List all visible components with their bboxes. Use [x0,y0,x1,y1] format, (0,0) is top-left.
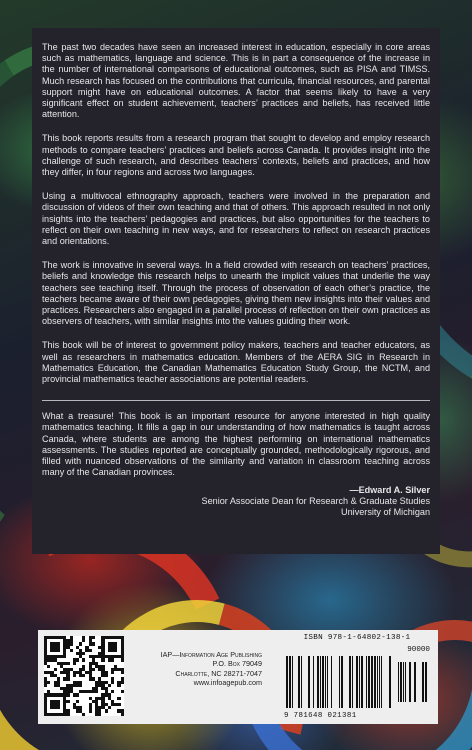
description-paragraph-3: Using a multivocal ethnography approach, teachers were involved in the preparation and discussion of videos of their own teaching and that of others. This approach resulted in not only insights into the teachers’ pedagogies and practices, but also opportunities for the teachers to reflect on their own teaching in new ways, and for researchers to reflect on research practices and orientations. [42,191,430,247]
divider [42,400,430,401]
barcode-bar [301,656,302,708]
barcode-bar [352,656,353,708]
barcode-bar [349,656,351,708]
publisher-panel [38,630,438,724]
barcode-bar [389,656,391,708]
barcode-bar [381,656,382,708]
barcode-bar [331,656,332,708]
barcode-bar [377,656,378,708]
price-barcode-bar [398,662,399,702]
barcode-bar [368,656,370,708]
barcode-bar [361,656,363,708]
barcode-bar [308,656,310,708]
barcode-bar [339,656,340,708]
description-paragraph-1: The past two decades have seen an increased interest in education, especially in core areas such as mathematics, language and science. This is in part a consequence of the increase in the number of international comparisons of educational outcomes, such as PISA and TIMSS. Much research has focused on the contributions that curricula, financial resources, and parental support might have on educational outcomes. A factor that seems likely to have a very significant effect on student achievement, teachers’ practices and beliefs, has received little attention. [42,42,430,120]
barcode-bar [374,656,376,708]
price-barcode-bar [405,662,406,702]
price-barcode-bar [409,662,411,702]
publisher-name: IAP—Information Age Publishing [160,650,262,659]
publisher-address-line: P.O. Box 79049 [212,659,262,669]
price-barcode-bar [400,662,402,702]
price-barcode-bar [403,662,404,702]
barcode-bar [356,656,358,708]
price-barcode-bar [414,662,416,702]
barcode-bar [327,656,328,708]
barcode-bar [292,656,293,708]
price-barcode-bar [425,662,427,702]
publisher-city: Charlotte, NC 28271-7047 [175,668,262,678]
barcode-bar [371,656,373,708]
barcode-bar [359,656,360,708]
review-author: —Edward A. Silver [349,484,430,495]
barcode [282,634,432,720]
barcode-bar [313,656,314,708]
review-quote: What a treasure! This book is an important resource for anyone interested in high quality mathematics teaching. It fills a gap in our understanding of how mathematics is taught across Canada, where students are among the highest performing on international mathematics assessments. The studies reported are conceptually grounded, methodologically rigorous, and filled with nuanced observations of the similarity and variation in classroom teaching across many of the Canadian provinces. [42,411,430,478]
barcode-bar [325,656,326,708]
barcode-bar [366,656,367,708]
barcode-bar [379,656,380,708]
qr-code [44,636,124,716]
barcode-bar [286,656,288,708]
publisher-website: www.infoagepub.com [193,678,262,688]
isbn-text: ISBN 978-1-64802-138-1 [303,634,411,642]
price-barcode-bar [422,662,424,702]
barcode-bar [341,656,343,708]
barcode-bar [317,656,319,708]
description-panel [32,28,440,554]
price-code: 90000 [407,646,430,654]
barcode-bar [289,656,291,708]
barcode-bar [298,656,300,708]
barcode-bar [320,656,321,708]
review-author-role: Senior Associate Dean for Research & Graduate Studies [201,495,430,506]
description-paragraph-2: This book reports results from a research program that sought to develop and employ research methods to compare teachers’ practices and beliefs across Canada. It provides insight into the challenge of such research, and describes teachers’ contexts, beliefs and practices, and how they differ, in four regions and across two languages. [42,133,430,178]
review-author-institution: University of Michigan [341,506,430,517]
barcode-bars [284,656,430,712]
barcode-bar [322,656,324,708]
publisher-info [138,650,262,688]
barcode-digits: 9 781648 021381 [284,712,357,720]
description-paragraph-5: This book will be of interest to government policy makers, teachers and teacher educators, as well as researchers in mathematics education. Members of the AERA SIG in Research in Mathematics Education, the Canadian Mathematics Education Study Group, the NCTM, and provincial mathematics teacher associations are potential readers. [42,340,430,385]
description-paragraph-4: The work is innovative in several ways. In a field crowded with research on teachers’ practices, beliefs and knowledge this research helps to unearth the implicit values that underlie the way teachers see teaching itself. Through the process of observation of each other’s practice, the teachers became aware of their own pedagogies, giving them new insights into their values and practices. Researchers also engaged in a parallel process of reflection on their own practices as observers of teachers, with similar insights into the values guiding their work. [42,260,430,327]
